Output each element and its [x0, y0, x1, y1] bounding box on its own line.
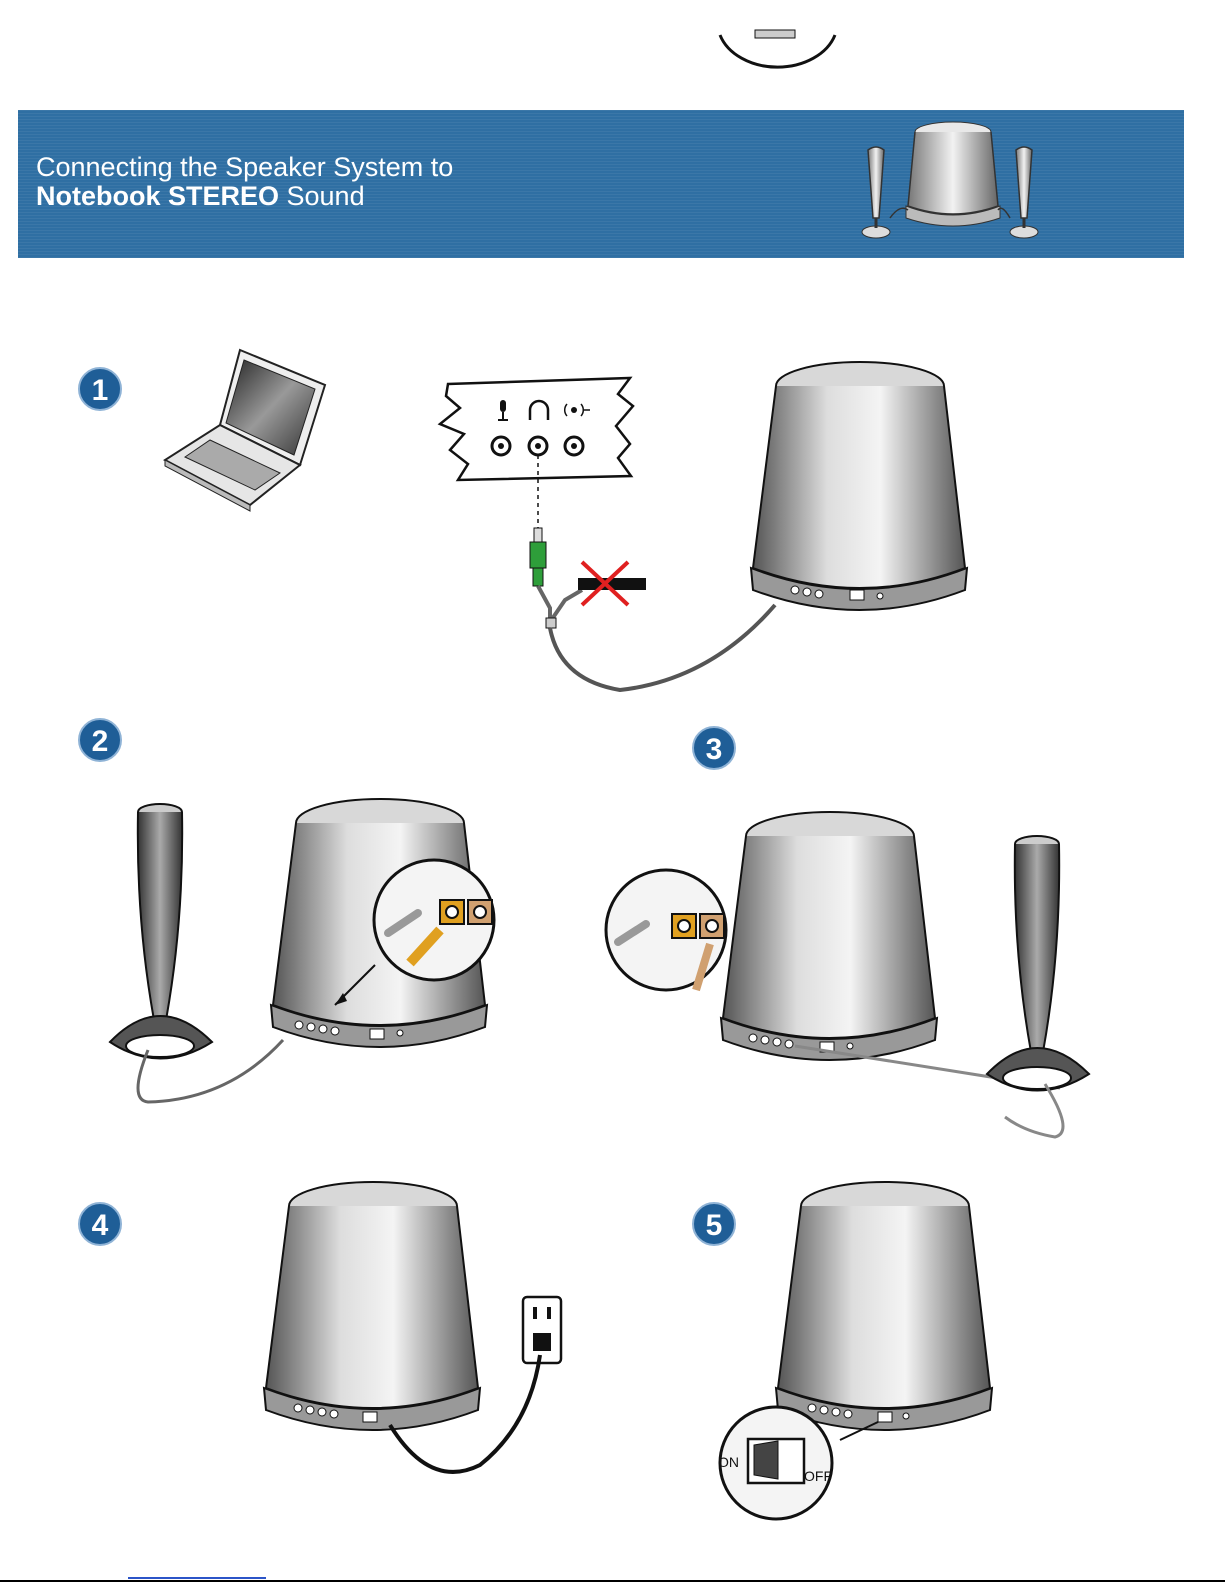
laptop-illustration [160, 345, 330, 510]
speaker-system-icon [860, 118, 1050, 246]
page-bottom-rule [0, 1580, 1225, 1582]
step-1-badge: 1 [78, 367, 122, 411]
satellite-left [108, 800, 218, 1110]
title-rest: Sound [279, 181, 365, 211]
subwoofer-step3 [715, 808, 940, 1078]
partial-circle-top [715, 0, 845, 75]
step-3-badge: 3 [692, 726, 736, 770]
zoom-orange-jack-right [600, 866, 735, 996]
title-line-2 [36, 182, 453, 211]
title-line-1: Connecting the Speaker System to [36, 152, 454, 182]
power-switch-zoom [712, 1405, 844, 1523]
wall-outlet-icon [390, 1295, 570, 1480]
step-2-badge: 2 [78, 718, 122, 762]
title-bold-part: Notebook STEREO [36, 181, 280, 211]
satellite-right [985, 832, 1095, 1142]
switch-off-label: OFF [804, 1468, 832, 1484]
page-title [36, 153, 453, 211]
step-4-badge: 4 [78, 1202, 122, 1246]
switch-on-label: ON [718, 1454, 739, 1470]
zoom-orange-jack-left [368, 858, 503, 983]
bottom-link-underline [128, 1577, 266, 1579]
step-5-badge: 5 [692, 1202, 736, 1246]
subwoofer-step1 [745, 358, 970, 628]
